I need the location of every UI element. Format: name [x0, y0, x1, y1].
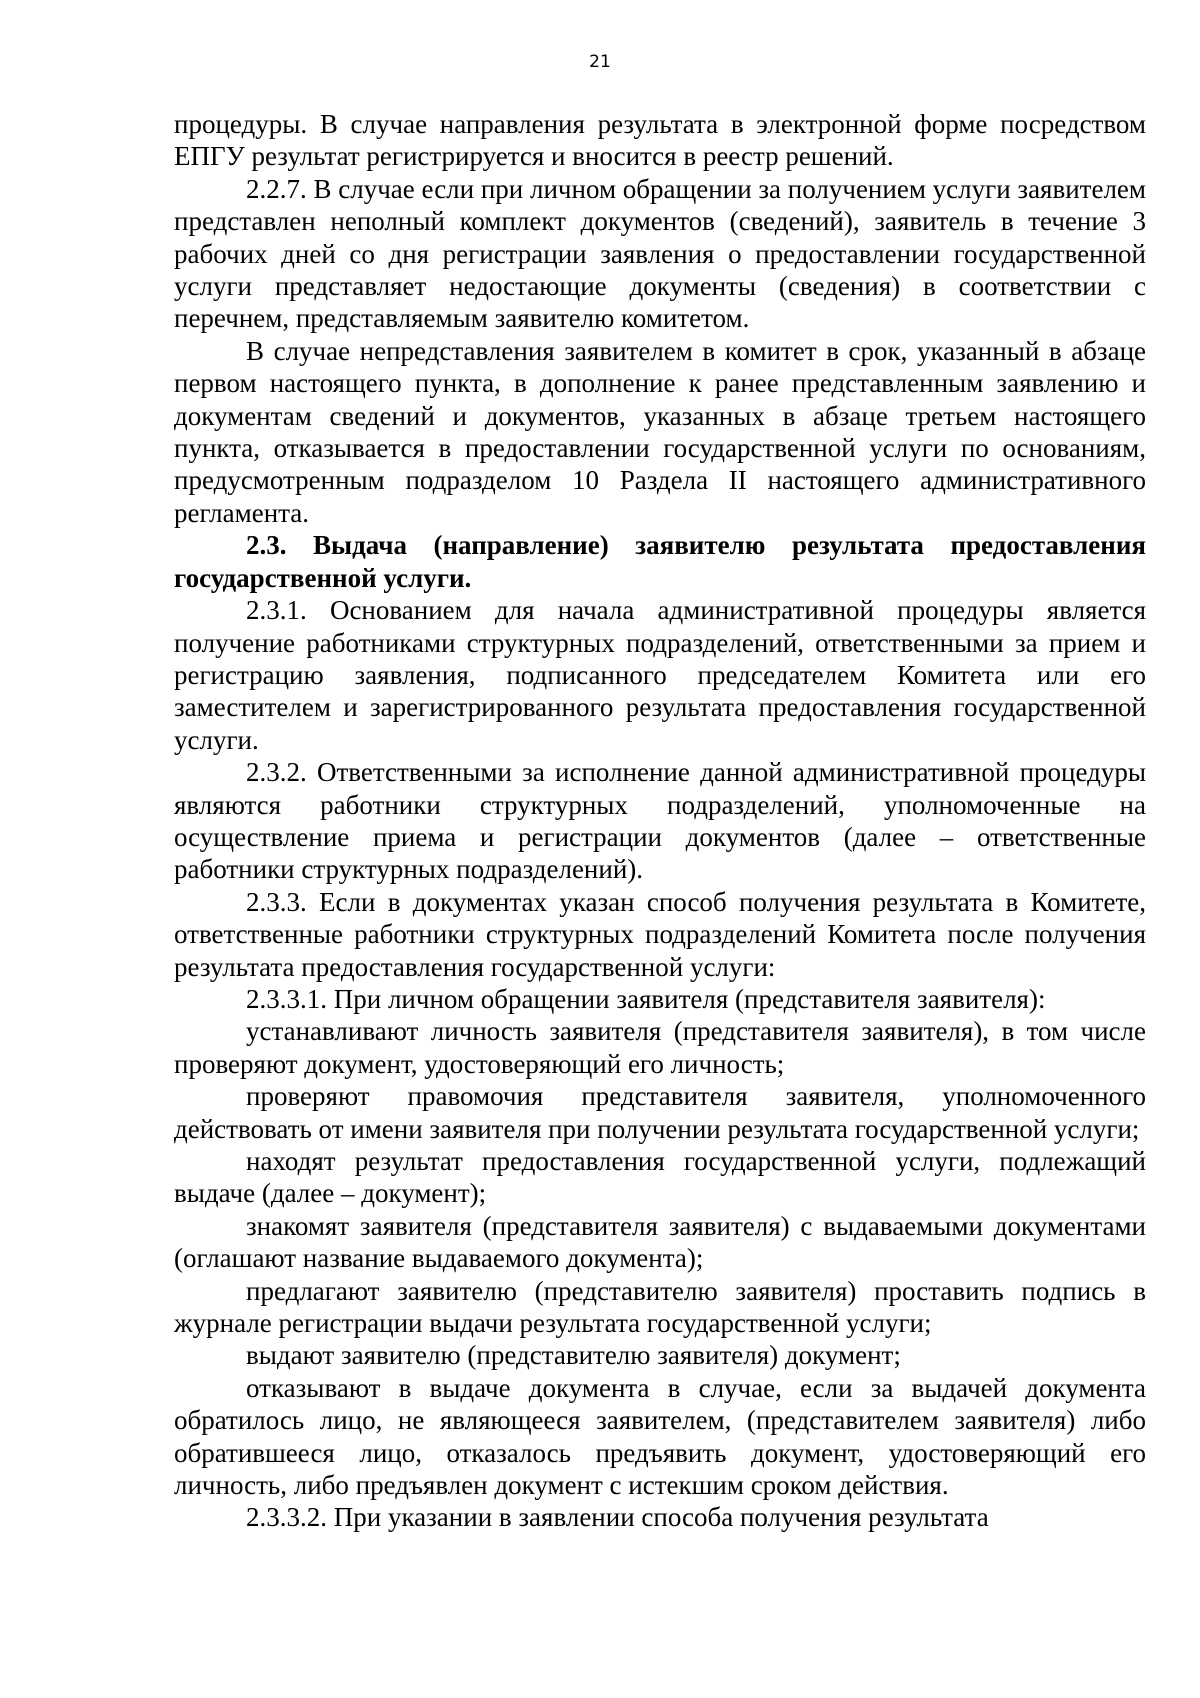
list-item-acquaint: знакомят заявителя (представителя заявителя) с выдаваемыми документами (оглашают название выдаваемого документа); [174, 1210, 1146, 1274]
list-item-find-result: находят результат предоставления государственной услуги, подлежащий выдаче (далее – документ); [174, 1146, 1146, 1209]
document-body [174, 108, 1146, 1534]
paragraph-non-submission: В случае непредставления заявителем в комитет в срок, указанный в абзаце первом настоящего пункта, в дополнение к ранее представленным заявлению и документам сведений и документов, указанных в абзаце третьем настоящего пункта, отказывается в предоставлении государственной услуги по основаниям, предусмотренным подразделом 10 Раздела II настоящего административного регламента. [174, 335, 1146, 528]
list-item-refuse: отказывают в выдаче документа в случае, если за выдачей документа обратилось лицо, не являющееся заявителем, (представителем заявителя) либо обратившееся лицо, отказалось предъявить документ, удостоверяющий его личность, либо предъявлен документ с истекшим сроком действия. [174, 1372, 1146, 1501]
list-item-identify: устанавливают личность заявителя (представителя заявителя), в том числе проверяют документ, удостоверяющий его личность; [174, 1016, 1146, 1079]
paragraph-2-3-1: 2.3.1. Основанием для начала административной процедуры является получение работниками структурных подразделений, ответственными за прием и регистрацию заявления, подписанного председателем Комитета или его заместителем и зарегистрированного результата предоставления государственной услуги. [174, 595, 1146, 755]
paragraph-2-3-3-1: 2.3.3.1. При личном обращении заявителя (представителя заявителя): [246, 983, 1046, 1014]
paragraph-2-3-3-2: 2.3.3.2. При указании в заявлении способа получения результата [246, 1502, 989, 1533]
list-item-issue: выдают заявителю (представителю заявителя) документ; [246, 1340, 901, 1371]
paragraph-2-3-2: 2.3.2. Ответственными за исполнение данной административной процедуры являются работники структурных подразделений, уполномоченные на осуществление приема и регистрации документов (далее – ответственные работники структурных подразделений). [174, 757, 1146, 885]
list-item-verify-authority: проверяют правомочия представителя заявителя, уполномоченного действовать от имени заявителя при получении результата государственной услуги; [174, 1081, 1146, 1144]
paragraph-continuation: процедуры. В случае направления результата в электронной форме посредством ЕПГУ результат регистрируется и вносится в реестр решений. [174, 109, 1146, 172]
paragraph-2-3-3: 2.3.3. Если в документах указан способ получения результата в Комитете, ответственные работники структурных подразделений Комитета после получения результата предоставления государственной услуги: [174, 886, 1146, 982]
paragraph-2-2-7: 2.2.7. В случае если при личном обращении за получением услуги заявителем представлен неполный комплект документов (сведений), заявитель в течение 3 рабочих дней со дня регистрации заявления о предоставлении государственной услуги представляет недостающие документы (сведения) в соответствии с перечнем, представляемым заявителю комитетом. [174, 173, 1146, 334]
section-heading-2-3: 2.3. Выдача (направление) заявителю результата предоставления государственной услуги. [174, 530, 1146, 593]
page-number: 21 [589, 52, 611, 72]
list-item-signature: предлагают заявителю (представителю заявителя) проставить подпись в журнале регистрации выдачи результата государственной услуги; [174, 1275, 1146, 1339]
